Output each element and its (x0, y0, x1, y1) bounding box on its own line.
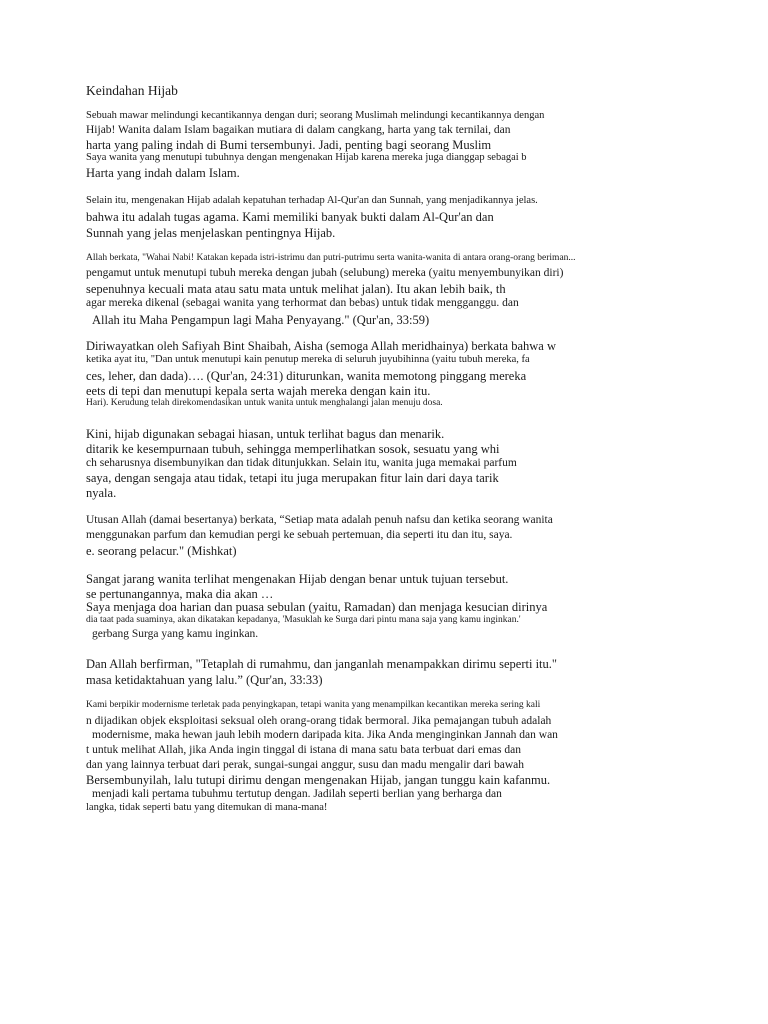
text-line: Bersembunyilah, lalu tutupi dirimu dengan mengenakan Hijab, jangan tunggu kain kafanmu. (86, 773, 551, 787)
text-line: langka, tidak seperti batu yang ditemukan di mana-mana! (86, 802, 328, 813)
text-line: n dijadikan objek eksploitasi seksual oleh orang-orang tidak bermoral. Jika pemajangan tubuh adalah (86, 715, 552, 727)
text-line: Dan Allah berfirman, "Tetaplah di rumahmu, dan janganlah menampakkan dirimu seperti itu." (86, 657, 557, 671)
text-line: modernisme, maka hewan jauh lebih modern daripada kita. Jika Anda menginginkan Jannah dan wan (92, 729, 558, 741)
text-line: dia taat pada suaminya, akan dikatakan kepadanya, 'Masuklah ke Surga dari pintu mana saja yang kamu inginkan.' (86, 615, 521, 625)
text-line: agar mereka dikenal (sebagai wanita yang terhormat dan bebas) untuk tidak mengganggu. dan (86, 297, 519, 309)
text-line: Harta yang indah dalam Islam. (86, 166, 240, 180)
text-line: Hari). Kerudung telah direkomendasikan untuk wanita untuk menghalangi jalan menuju dosa. (86, 398, 443, 408)
text-line: Allah berkata, "Wahai Nabi! Katakan kepada istri-istrimu dan putri-putrimu serta wanita-wanita di antara orang-orang beriman... (86, 253, 576, 263)
text-line: eets di tepi dan menutupi kepala serta wajah mereka dengan kain itu. (86, 384, 431, 398)
text-line: masa ketidaktahuan yang lalu.” (Qur'an, 33:33) (86, 673, 323, 687)
text-line: Diriwayatkan oleh Safiyah Bint Shaibah, Aisha (semoga Allah meridhainya) berkata bahwa w (86, 339, 557, 353)
text-line: bahwa itu adalah tugas agama. Kami memiliki banyak bukti dalam Al-Qur'an dan (86, 210, 494, 224)
text-line: Hijab! Wanita dalam Islam bagaikan mutiara di dalam cangkang, harta yang tak ternilai, dan (86, 124, 511, 136)
text-line: saya, dengan sengaja atau tidak, tetapi itu juga merupakan fitur lain dari daya tarik (86, 471, 499, 485)
text-line: ketika ayat itu, "Dan untuk menutupi kain penutup mereka di seluruh juyubihinna (yaitu tubuh mereka, fa (86, 354, 530, 365)
text-line: Kami berpikir modernisme terletak pada penyingkapan, tetapi wanita yang menampilkan kecantikan mereka sering kali (86, 700, 541, 710)
text-line: Kini, hijab digunakan sebagai hiasan, untuk terlihat bagus dan menarik. (86, 427, 445, 441)
text-line: t untuk melihat Allah, jika Anda ingin tinggal di istana di mana satu bata terbuat dari emas dan (86, 744, 521, 756)
text-line: Sunnah yang jelas menjelaskan pentingnya Hijab. (86, 226, 336, 240)
text-line: Sebuah mawar melindungi kecantikannya dengan duri; seorang Muslimah melindungi kecantikannya dengan (86, 110, 545, 121)
text-line: pengamut untuk menutupi tubuh mereka dengan jubah (selubung) mereka (yaitu menyembunyikan diri) (86, 267, 564, 279)
text-line: menjadi kali pertama tubuhmu tertutup dengan. Jadilah seperti berlian yang berharga dan (92, 788, 502, 800)
text-line: dan yang lainnya terbuat dari perak, sungai-sungai anggur, susu dan madu mengalir dari bawah (86, 759, 524, 771)
text-line: Allah itu Maha Pengampun lagi Maha Penyayang." (Qur'an, 33:59) (92, 313, 430, 327)
text-line: nyala. (86, 486, 117, 500)
text-line: se pertunangannya, maka dia akan … (86, 587, 274, 601)
text-line: sepenuhnya kecuali mata atau satu mata untuk melihat jalan). Itu akan lebih baik, th (86, 282, 506, 296)
text-line: gerbang Surga yang kamu inginkan. (92, 628, 259, 640)
text-line: ces, leher, dan dada)…. (Qur'an, 24:31) diturunkan, wanita memotong pinggang mereka (86, 369, 527, 383)
text-line: Selain itu, mengenakan Hijab adalah kepatuhan terhadap Al-Qur'an dan Sunnah, yang menjadikannya jelas. (86, 195, 538, 206)
text-line: menggunakan parfum dan kemudian pergi ke sebuah pertemuan, dia seperti itu dan itu, saya. (86, 529, 513, 541)
text-line: ditarik ke kesempurnaan tubuh, sehingga memperlihatkan sosok, sesuatu yang whi (86, 442, 500, 456)
text-line: harta yang paling indah di Bumi tersembunyi. Jadi, penting bagi seorang Muslim (86, 138, 492, 152)
document-title: Keindahan Hijab (86, 83, 178, 98)
text-line: Saya menjaga doa harian dan puasa sebulan (yaitu, Ramadan) dan menjaga kesucian dirinya (86, 600, 548, 614)
text-line: Utusan Allah (damai besertanya) berkata, “Setiap mata adalah penuh nafsu dan ketika seorang wanita (86, 514, 553, 526)
text-line: Saya wanita yang menutupi tubuhnya dengan mengenakan Hijab karena mereka juga dianggap sebagai b (86, 152, 527, 163)
text-line: Sangat jarang wanita terlihat mengenakan Hijab dengan benar untuk tujuan tersebut. (86, 572, 509, 586)
text-line: ch seharusnya disembunyikan dan tidak ditunjukkan. Selain itu, wanita juga memakai parfum (86, 457, 517, 469)
text-line: e. seorang pelacur." (Mishkat) (86, 544, 237, 558)
